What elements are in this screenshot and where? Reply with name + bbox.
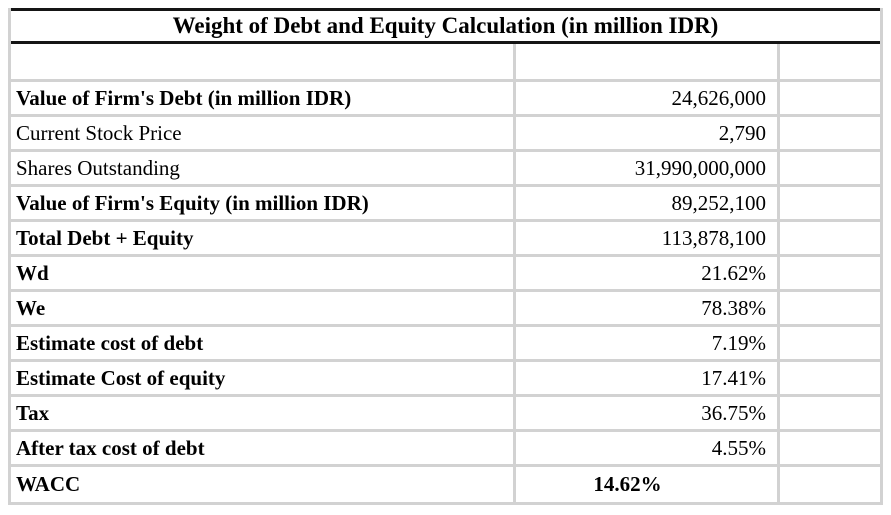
blank-label-cell[interactable] xyxy=(11,44,516,79)
table-row xyxy=(11,467,880,502)
row-empty-cell[interactable] xyxy=(780,327,880,359)
row-empty-cell[interactable] xyxy=(780,467,880,502)
row-value: 7.19% xyxy=(711,330,766,355)
blank-value-cell[interactable] xyxy=(516,44,780,79)
row-label: WACC xyxy=(16,472,81,496)
table-title: Weight of Debt and Equity Calculation (in million IDR) xyxy=(172,13,719,38)
row-empty-cell[interactable] xyxy=(780,362,880,394)
row-value: 4.55% xyxy=(711,435,766,460)
row-label-cell[interactable] xyxy=(11,257,516,289)
row-label: Value of Firm's Equity (in million IDR) xyxy=(16,190,369,215)
row-value-cell[interactable] xyxy=(516,292,780,324)
row-label-cell[interactable] xyxy=(11,117,516,149)
row-empty-cell[interactable] xyxy=(780,222,880,254)
row-value-cell[interactable] xyxy=(516,257,780,289)
row-value-cell[interactable] xyxy=(516,362,780,394)
blank-row xyxy=(11,44,880,82)
row-label-cell[interactable] xyxy=(11,362,516,394)
row-value-cell[interactable] xyxy=(516,467,780,502)
table-row xyxy=(11,187,880,222)
row-empty-cell[interactable] xyxy=(780,117,880,149)
row-label-cell[interactable] xyxy=(11,397,516,429)
row-empty-cell[interactable] xyxy=(780,432,880,464)
table-row xyxy=(11,362,880,397)
row-value-cell[interactable] xyxy=(516,397,780,429)
row-empty-cell[interactable] xyxy=(780,292,880,324)
row-value: 14.62% xyxy=(593,472,662,496)
table-row xyxy=(11,152,880,187)
row-label: Value of Firm's Debt (in million IDR) xyxy=(16,85,352,110)
row-label-cell[interactable] xyxy=(11,467,516,502)
row-value-cell[interactable] xyxy=(516,82,780,114)
row-label: Current Stock Price xyxy=(16,120,182,145)
row-value: 78.38% xyxy=(701,295,766,320)
table-row xyxy=(11,257,880,292)
row-value-cell[interactable] xyxy=(516,117,780,149)
row-label-cell[interactable] xyxy=(11,222,516,254)
row-value-cell[interactable] xyxy=(516,432,780,464)
row-value: 24,626,000 xyxy=(671,85,766,110)
row-value: 2,790 xyxy=(718,120,766,145)
row-label-cell[interactable] xyxy=(11,292,516,324)
row-value: 113,878,100 xyxy=(661,225,766,250)
row-label: Tax xyxy=(16,400,50,425)
row-value: 21.62% xyxy=(701,260,766,285)
table-row xyxy=(11,82,880,117)
row-value: 17.41% xyxy=(701,365,766,390)
spreadsheet-table xyxy=(8,8,883,505)
row-label-cell[interactable] xyxy=(11,187,516,219)
row-empty-cell[interactable] xyxy=(780,187,880,219)
row-label: After tax cost of debt xyxy=(16,435,205,460)
table-body xyxy=(11,82,880,502)
row-value: 89,252,100 xyxy=(671,190,766,215)
row-empty-cell[interactable] xyxy=(780,397,880,429)
table-row xyxy=(11,117,880,152)
row-empty-cell[interactable] xyxy=(780,257,880,289)
title-cell[interactable] xyxy=(11,8,880,44)
row-value-cell[interactable] xyxy=(516,222,780,254)
row-label-cell[interactable] xyxy=(11,432,516,464)
row-value-cell[interactable] xyxy=(516,152,780,184)
row-value: 36.75% xyxy=(701,400,766,425)
table-row xyxy=(11,397,880,432)
row-value-cell[interactable] xyxy=(516,187,780,219)
table-row xyxy=(11,222,880,257)
blank-empty-cell[interactable] xyxy=(780,44,880,79)
row-empty-cell[interactable] xyxy=(780,82,880,114)
row-label: Wd xyxy=(16,260,49,285)
row-label-cell[interactable] xyxy=(11,82,516,114)
table-row xyxy=(11,292,880,327)
table-row xyxy=(11,327,880,362)
table-row xyxy=(11,432,880,467)
row-label: Estimate Cost of equity xyxy=(16,365,226,390)
row-label-cell[interactable] xyxy=(11,152,516,184)
row-label-cell[interactable] xyxy=(11,327,516,359)
row-value-cell[interactable] xyxy=(516,327,780,359)
row-value: 31,990,000,000 xyxy=(634,155,766,180)
row-label: Total Debt + Equity xyxy=(16,225,194,250)
row-empty-cell[interactable] xyxy=(780,152,880,184)
row-label: We xyxy=(16,295,46,320)
row-label: Estimate cost of debt xyxy=(16,330,204,355)
row-label: Shares Outstanding xyxy=(16,155,180,180)
